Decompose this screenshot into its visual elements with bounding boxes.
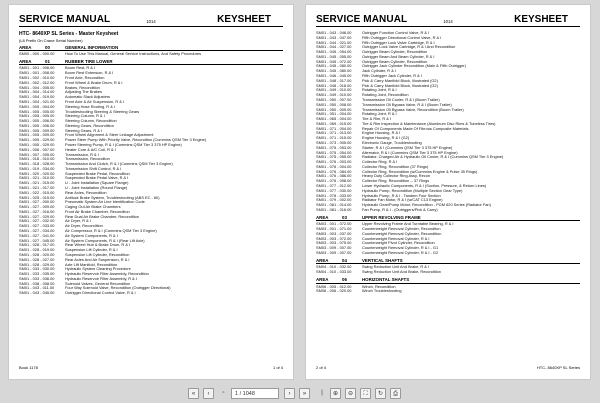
service-description: Steering Column, R & I — [65, 114, 105, 119]
service-code: SM01 - 025 - 015.00 — [19, 195, 55, 200]
service-description: Jack Cylinder, R & I — [362, 69, 396, 74]
service-description: Outrigger Beam Cylinder, Recondition — [362, 59, 428, 64]
service-code: SM01 - 005 - 005.00 — [19, 109, 55, 114]
service-code: SM01 - 021 - 017.00 — [19, 186, 55, 190]
table-row — [316, 251, 580, 256]
service-description: Hydraulic Reservoir Filter Assembly, R & I — [65, 276, 137, 281]
area-name: UPPER REVOLVING FRAME — [362, 214, 421, 220]
service-description: Caging Out Air Brake Chambers — [65, 205, 121, 210]
service-code: SM01 - 021 - 015.00 — [19, 181, 55, 186]
area-number: 00 — [45, 44, 50, 50]
service-description: Rear Axles And Air Suspension, R & I — [65, 257, 130, 262]
service-code: SM01 - 033 - 035.00 — [19, 272, 55, 277]
service-code: SM01 - 075 - 055.00 — [316, 155, 352, 160]
service-code: SM03 - 001 - 071.00 — [316, 227, 352, 232]
service-code: SM01 - 005 - 009.00 — [19, 133, 55, 138]
service-description: Suspended Brake Pedal Valve, R & I — [65, 176, 129, 181]
service-code: SM01 - 002 - 010.00 — [19, 76, 55, 81]
area-number: 04 — [342, 257, 347, 263]
service-code: SM01 - 028 - 019.00 — [19, 248, 55, 253]
service-description: Steering Gears, R & I — [65, 128, 102, 133]
service-description: Front Air Brake Chamber, Reconditon — [65, 209, 130, 214]
header-keysheet: KEYSHEET — [514, 14, 568, 25]
left-page — [8, 4, 294, 380]
service-description: Automatic Slack Adjusters — [65, 95, 110, 100]
service-description: Power Steering Pump, R & I (Cummins QSM Tier 3 375 HP Engine) — [65, 142, 182, 147]
service-description: Suspension Lift Cylinder, R & I — [65, 248, 118, 253]
service-code: SM04 - 010 - 033.00 — [316, 270, 352, 275]
service-description: Boom Rest, R & I — [65, 66, 96, 71]
service-code: SM01 - 081 - 016.00 — [316, 207, 352, 212]
service-description: Air Dryer, R & I — [65, 219, 91, 224]
service-description: Transmission Oil Bypass Valve, R & I (Boom Trailer) — [362, 102, 452, 107]
service-description: Heater Core & A/C Coil, R & I — [65, 147, 116, 152]
service-description: Swing Reduction Unit And Brake, R & I — [362, 265, 430, 270]
service-description: Fifth Outrigger Lock Valve Cartridge, R & I — [362, 40, 435, 45]
section-heading — [316, 215, 580, 222]
service-description: Transmission Oil Cooler, R & I (Boom Trailer) — [362, 97, 440, 102]
service-description: U - Joint Installation (Round Flange) — [65, 186, 128, 190]
service-code: SM01 - 045 - 072.00 — [316, 59, 352, 64]
service-description: Counterweight Removal Cylinder, R & I - G1 — [362, 246, 439, 251]
service-code: SM01 - 050 - 007.00 — [316, 97, 352, 102]
service-code: SM01 - 028 - 029.00 — [19, 262, 55, 267]
service-code: SM01 - 018 - 010.00 — [19, 157, 55, 162]
service-description: Alternator, R & I (Cummins QSM Tier 3 375 HP Engine) — [362, 150, 458, 155]
service-description: Outrigger Lock Valve Cartridge, R & I And Recondition — [362, 45, 456, 50]
section-heading — [316, 277, 580, 284]
section-heading — [316, 258, 580, 265]
service-description: Front Axle & Air Suspension, R & I — [65, 99, 125, 104]
service-code: SM01 - 076 - 098.00 — [316, 179, 352, 184]
service-code: SM01 - 005 - 006.00 — [19, 119, 55, 124]
service-code: SM01 - 005 - 006.00 — [19, 123, 55, 128]
service-code: SM01 - 050 - 008.00 — [316, 102, 352, 107]
service-description: Air Compressor, R & I (Cummins QSM Tier 3 Engine) — [65, 229, 157, 234]
entry-list — [316, 31, 580, 213]
service-description: Upper Revolving Frame And Turntable Bearing, R & I — [362, 222, 454, 227]
service-description: Tire & Rim Inspection & Maintenance (Aluminum Disc Rims & Tubeless Tires) — [362, 121, 496, 126]
service-description: Collector Ring, Recondition (37 Rings) — [362, 164, 429, 169]
service-code: SM01 - 071 - 004.00 — [316, 126, 352, 131]
service-code: SM01 - 005 - 029.00 — [19, 138, 55, 143]
service-code: SM01 - 048 - 017.00 — [316, 78, 352, 83]
service-description: Air Dryer, Recondition — [65, 224, 103, 229]
service-description: Counterweight Removal Cylinder, Reconditon — [362, 227, 441, 232]
service-description: Tire & Rim, R & I — [362, 117, 392, 122]
service-description: Radiator, Charged Air & Hydraulic Oil Cooler, R & I (Cummins QSM Tier 3 Engine) — [362, 155, 504, 160]
area-number: 01 — [45, 58, 50, 64]
service-code: SM01 - 027 - 009.00 — [19, 205, 55, 210]
zoom-in-button[interactable]: ⊕ — [330, 388, 341, 399]
service-description: Rear Wheel Hub & Brake Drum, R & I — [65, 243, 131, 248]
service-code: SM03 - 009 - 007.00 — [316, 250, 352, 255]
area-name: GENERAL INFORMATION — [65, 44, 119, 50]
service-code: SM01 - 027 - 041.00 — [19, 233, 55, 238]
service-code: SM01 - 033 - 036.00 — [19, 276, 55, 281]
page-body — [19, 31, 283, 296]
service-code: SM01 - 081 - 014.00 — [316, 203, 352, 208]
service-code: SM01 - 005 - 005.00 — [19, 114, 55, 119]
service-code: SM01 - 069 - 015.00 — [316, 121, 352, 126]
service-code: SM01 - 045 - 080.00 — [316, 64, 352, 69]
service-description: Axle Lift Manifold, Recondition — [65, 262, 118, 267]
service-description: Boom Rest Extension, R & I — [65, 71, 114, 76]
service-code: SM01 - 004 - 019.00 — [19, 95, 55, 100]
service-description: Air System Components, R & I (Rear Lift Axle) — [65, 238, 145, 243]
service-description: Winch Troubleshooting — [362, 289, 402, 294]
document-subtitle: (L8 Prefix On Crane Serial Number) — [19, 37, 83, 43]
service-description: Collector Ring, Recondition (w/Cummins Engine & Pulse 35 Rings) — [362, 169, 478, 174]
right-page — [305, 4, 591, 380]
service-description: Pick & Carry Manifold Block, Illustrated (G2) — [362, 78, 438, 83]
service-code: SM01 - 038 - 008.00 — [19, 281, 55, 286]
service-code: SM01 - 079 - 002.00 — [316, 198, 352, 203]
service-code: SM01 - 043 - 011.00 — [19, 286, 55, 291]
service-description: Pneumatic System Air Line Identification Code — [65, 200, 145, 205]
header-code: 1014 — [146, 19, 156, 24]
service-description: Outrigger Directional Control Valve, R & I — [65, 291, 136, 296]
service-code: SM03 - 001 - 072.00 — [316, 222, 352, 227]
service-code: SM01 - 027 - 034.00 — [19, 229, 55, 234]
service-code: SM01 - 076 - 084.00 — [316, 169, 352, 174]
service-code: SM01 - 019 - 034.00 — [19, 166, 55, 171]
service-code: SM01 - 027 - 000.00 — [19, 200, 55, 205]
service-code: SM01 - 044 - 027.00 — [316, 45, 352, 50]
service-code: SM03 - 003 - 072.00 — [316, 236, 352, 241]
service-description: Air System Components, R & I — [65, 233, 118, 238]
service-description: Fan Pump, R & I - (Outriggers/Pick & Carry) — [362, 207, 438, 212]
service-code: SM01 - 027 - 045.00 — [19, 238, 55, 243]
service-description: Counterweight Pivot Cylinder, Recondition — [362, 241, 435, 246]
service-code: SM01 - 021 - 010.00 — [19, 176, 55, 181]
service-description: Hydraulic Pump, R & I - Tandem Four Section — [362, 193, 441, 198]
service-code: SM03 - 009 - 007.00 — [316, 246, 352, 251]
service-description: Outrigger Function Control Valve, R & I — [362, 31, 430, 35]
service-description: Brakes, Recondition — [65, 85, 100, 90]
page-number-input[interactable]: 1 / 1048 — [231, 388, 279, 399]
area-number: 03 — [342, 214, 347, 220]
service-description: Transmission, R & I — [65, 152, 99, 157]
service-code: SM03 - 003 - 075.00 — [316, 241, 352, 246]
fit-page-button[interactable]: ⛶ — [360, 388, 371, 399]
service-code: SM04 - 010 - 032.00 — [316, 265, 352, 270]
service-description: Hydraulic Pump, Recondition (Multiple Section Gear Type) — [362, 188, 463, 193]
table-row — [316, 289, 580, 294]
last-page-button[interactable]: » — [299, 388, 310, 399]
service-code: SM01 - 004 - 014.00 — [19, 90, 55, 95]
service-code: SM01 - 027 - 029.00 — [19, 214, 55, 219]
service-code: SM01 - 071 - 013.00 — [316, 131, 352, 136]
service-code: SM01 - 071 - 015.00 — [316, 136, 352, 141]
service-code: SM01 - 004 - 021.00 — [19, 99, 55, 104]
section-heading — [19, 59, 283, 66]
service-code: SM01 - 050 - 009.00 — [316, 107, 352, 112]
service-description: Steering Gears, Recondition — [65, 123, 114, 128]
service-code: SM06 - 005 - 012.00 — [316, 284, 352, 289]
service-code: SM01 - 075 - 053.00 — [316, 145, 352, 150]
service-description: Outrigger Jack Cylinder Recondition (Main & Fifth Outrigger) — [362, 64, 467, 69]
prev-page-button[interactable]: ‹ — [203, 388, 214, 399]
service-description: How To Use This Manual, General Service Instructions, And Safety Procedures — [65, 52, 202, 57]
service-description: Pick & Carry Manifold Block, Illustrated (G2) — [362, 83, 438, 88]
service-code: SM01 - 043 - 045.00 — [19, 291, 55, 296]
page-header — [316, 15, 580, 27]
service-code: SM01 - 065 - 004.00 — [316, 117, 352, 122]
service-description: Starter, R & I (Cummins QSM Tier 3 375 HP Engine) — [362, 145, 453, 150]
service-description: Adjusting The Brakes — [65, 90, 102, 95]
service-code: SM01 - 051 - 004.00 — [316, 112, 352, 117]
service-description: Suspension Lift Cylinder, Recondition — [65, 252, 130, 257]
service-code: SM01 - 022 - 015.00 — [19, 190, 55, 195]
footer-page-number: 1 of 4 — [272, 365, 283, 370]
footer-page-number: 2 of 4 — [316, 365, 327, 370]
service-code: SM01 - 033 - 030.00 — [19, 267, 55, 272]
service-code: SM01 - 001 - 008.00 — [19, 71, 55, 76]
service-code: SM01 - 005 - 029.00 — [19, 142, 55, 147]
service-description: Front Wheel Alignment & Steer Linkage Adjustment — [65, 133, 154, 138]
service-code: SM01 - 007 - 005.00 — [19, 152, 55, 157]
area-label: AREA — [316, 276, 329, 282]
service-code: SM01 - 045 - 054.00 — [316, 50, 352, 55]
area-label: AREA — [19, 44, 32, 50]
service-description: Front Wheel & Brake Drum, R & I — [65, 80, 123, 85]
first-page-button[interactable]: « — [188, 388, 199, 399]
print-button[interactable]: ⎙ — [390, 388, 401, 399]
service-code: SM01 - 077 - 012.00 — [316, 184, 352, 188]
area-label: AREA — [316, 214, 329, 220]
service-description: Swing Reduction Unit And Brake, Recondition — [362, 270, 441, 275]
area-label: AREA — [19, 58, 32, 64]
table-row — [19, 52, 283, 57]
service-code: SM01 - 028 - 020.00 — [19, 252, 55, 257]
service-description: Outrigger Beam And Beam Cylinder, R & I — [362, 54, 435, 59]
service-description: U - Joint Installation (Square Flange) — [65, 181, 129, 186]
document-title: HTC- 8640XP SL Series - Master Keysheet — [19, 31, 119, 37]
service-description: Steering Column, Recondition — [65, 119, 117, 124]
service-code: SM01 - 006 - 007.00 — [19, 147, 55, 152]
section-heading — [19, 45, 283, 52]
service-code: SM01 - 076 - 003.00 — [316, 160, 352, 165]
page-body — [316, 31, 580, 294]
service-code: SM01 - 027 - 033.00 — [19, 224, 55, 229]
page-icon: ▫ — [222, 390, 225, 396]
service-description: Transmission, Reconditon — [65, 157, 110, 162]
service-code: SM03 - 003 - 037.00 — [316, 231, 352, 236]
service-code: SM01 - 049 - 010.00 — [316, 88, 352, 93]
service-code: SM01 - 077 - 030.00 — [316, 188, 352, 193]
area-name: HORIZONTAL SHAFTS — [362, 276, 410, 282]
service-code: SM01 - 028 - 027.00 — [19, 257, 55, 262]
rotate-button[interactable]: ↻ — [375, 388, 386, 399]
service-code: SM01 - 076 - 086.00 — [316, 174, 352, 179]
section-list — [316, 215, 580, 294]
service-description: Repair Of Components Made Of Fibrous Composite Materials — [362, 126, 469, 131]
service-description: Hydraulic Gear/Pump Motor, Recondition - PGM 620 Series (Radiator Fan) — [362, 203, 491, 208]
service-description: Power Steer Pump With Priority Valve, Reconditon (Cummins QSM Tier 3 Engine) — [65, 138, 207, 143]
service-description: Engine Housing, R & I — [362, 131, 401, 136]
service-code: SM00 - 000 - 000.00 — [19, 52, 55, 57]
next-page-button[interactable]: › — [284, 388, 295, 399]
service-code: SM01 - 004 - 005.00 — [19, 85, 55, 90]
service-description: Radiator Fan Motor, R & I (w/CAT C13 Engine) — [362, 198, 443, 203]
service-description: Fifth Outrigger Directional Control Valve, R & I — [362, 35, 442, 40]
service-description: Winch, Recondition — [362, 284, 396, 289]
service-code: SM01 - 045 - 055.00 — [316, 54, 352, 59]
service-description: Solenoid Valves, General Recondition — [65, 281, 131, 286]
service-code: SM01 - 002 - 012.00 — [19, 80, 55, 85]
service-code: SM01 - 044 - 021.00 — [316, 40, 352, 45]
service-code: SM01 - 005 - 004.00 — [19, 104, 55, 109]
separator-icon: | — [321, 390, 323, 396]
service-description: Electronic Gauge, Troubleshooting — [362, 140, 422, 145]
service-description: Antilock Brake System, Troubleshooting (ABS EC - 60) — [65, 195, 160, 200]
service-code: SM01 - 073 - 005.00 — [316, 140, 352, 145]
service-code: SM01 - 005 - 009.00 — [19, 128, 55, 133]
service-code: SM01 - 028 - 017.00 — [19, 243, 55, 248]
header-code: 1014 — [443, 19, 453, 24]
page-footer — [316, 365, 580, 371]
service-code: SM01 - 046 - 045.00 — [316, 74, 352, 79]
service-description: Rear Dual Air Brake Chamber, Recondition — [65, 214, 139, 219]
service-description: Rotating Joint, R & I — [362, 88, 397, 93]
viewer-toolbar — [0, 383, 600, 403]
service-description: Transmission And Clutch, R & I (Cummins QSM Tier 3 Engine) — [65, 162, 173, 167]
footer-book: Book 1178 — [19, 365, 38, 370]
service-description: Counterweight Removal Cylinder, R & I - G2 — [362, 250, 439, 255]
service-code: SM01 - 078 - 033.00 — [316, 193, 352, 198]
service-description: Rear Axles, Recondition — [65, 190, 107, 195]
page-header — [19, 15, 283, 27]
service-code: SM01 - 043 - 047.00 — [316, 35, 352, 40]
service-description: Outrigger Beam Cylinder, Recondition — [362, 50, 428, 55]
service-code: SM01 - 045 - 080.00 — [316, 69, 352, 74]
header-title: SERVICE MANUAL — [19, 14, 111, 25]
service-description: Engine Housing, R & I (G2) — [362, 136, 410, 141]
service-code: SM01 - 027 - 016.00 — [19, 209, 55, 214]
service-description: Hydraulic Reservoir Filter Assembly, Recondition — [65, 272, 149, 277]
service-description: Collector Ring, Recondition -- 37 Rings — [362, 179, 430, 184]
section-list — [19, 45, 283, 296]
service-description: Rotating Joint, R & I — [362, 112, 397, 117]
table-row — [19, 291, 283, 296]
footer-series: HTC- 8640XP SL Series — [536, 365, 580, 370]
zoom-out-button[interactable]: ⊖ — [345, 388, 356, 399]
service-description: Lower Hydraulic Components, R & I (Suction, Pressure, & Return Lines) — [362, 184, 487, 188]
service-description: Transmission Oil Bypass Valve, Recondition (Boom Trailer) — [362, 107, 464, 112]
service-code: SM01 - 018 - 028.00 — [19, 162, 55, 167]
service-description: Heavy Duty Collector Ring Assy, Recon — [362, 174, 431, 179]
table-row — [316, 270, 580, 275]
service-description: Steering Hose Routing, R & I — [65, 104, 115, 109]
table-row — [316, 208, 580, 213]
area-name: VERTICAL SHAFTS — [362, 257, 403, 263]
service-code: SM01 - 020 - 020.00 — [19, 171, 55, 176]
service-code: SM01 - 027 - 032.00 — [19, 219, 55, 224]
service-code: SM01 - 049 - 010.00 — [316, 93, 352, 98]
service-description: Collector Ring, R & I — [362, 160, 398, 165]
service-code: SM01 - 001 - 006.00 — [19, 66, 55, 71]
service-description: Rotating Joint, Recondition — [362, 93, 409, 98]
service-description: Fifth Outrigger Jack Cylinder, R & I — [362, 74, 422, 79]
area-name: RUBBER TIRE LOWER — [65, 58, 113, 64]
page-footer — [19, 365, 283, 371]
service-code: SM01 - 075 - 054.00 — [316, 150, 352, 155]
service-description: Hydraulic System Cleaning Procedure — [65, 267, 131, 272]
area-number: 06 — [342, 276, 347, 282]
service-code: SM06 - 006 - 020.00 — [316, 289, 352, 294]
service-description: Suspended Brake Pedal, Recondition — [65, 171, 130, 176]
service-description: Counterweight Removal Cylinder, Recondition — [362, 231, 442, 236]
service-description: Transmission Shift Control, R & I — [65, 166, 122, 171]
service-description: Counterweight Removal Cylinder, R & I — [362, 236, 430, 241]
area-label: AREA — [316, 257, 329, 263]
service-code: SM01 - 048 - 018.00 — [316, 83, 352, 88]
header-title: SERVICE MANUAL — [316, 14, 408, 25]
service-description: Front Axle, Reconditon — [65, 76, 105, 81]
service-code: SM01 - 043 - 046.00 — [316, 31, 352, 35]
service-description: Four Way Solenoid Valve, Recondition (Outrigger Directional) — [65, 286, 171, 291]
service-code: SM01 - 076 - 004.00 — [316, 164, 352, 169]
header-keysheet: KEYSHEET — [217, 14, 271, 25]
service-description: Troubleshooting Steering & Steering Gears — [65, 109, 140, 114]
